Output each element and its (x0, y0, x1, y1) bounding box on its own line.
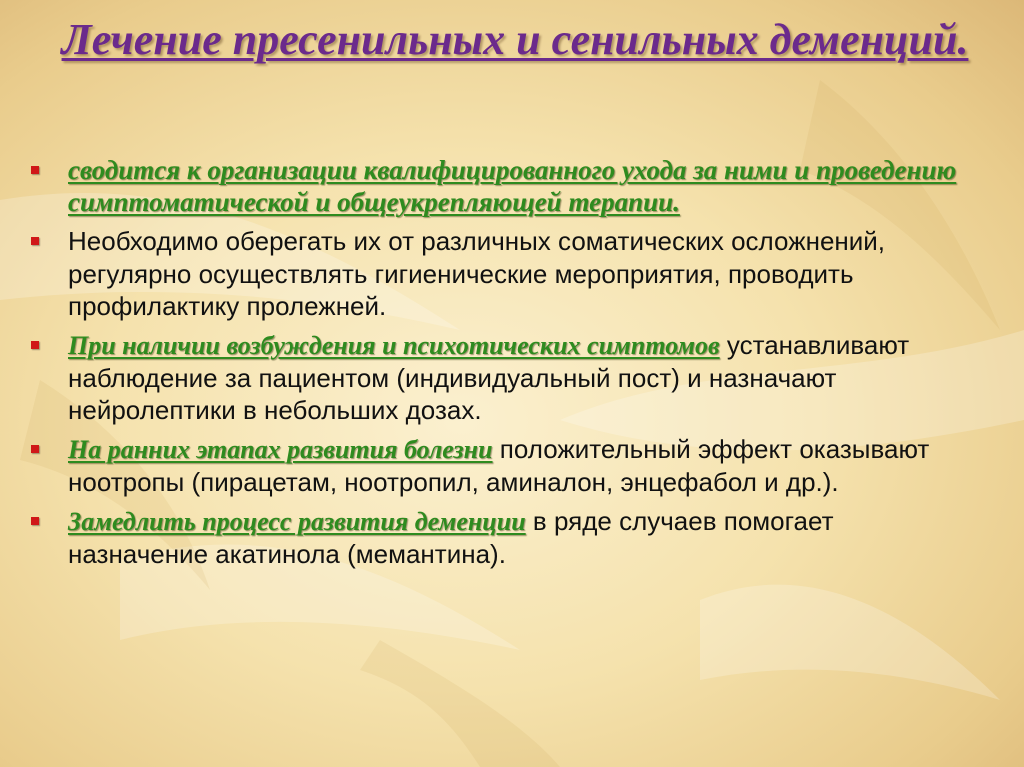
bullet-highlight: При наличии возбуждения и психотических симптомов (68, 331, 720, 360)
bullet-item-care (28, 154, 978, 218)
bullet-highlight: сводится к организации квалифицированного ухода за ними и проведению симптоматической и общеукрепляющей терапии. (68, 155, 957, 217)
slide-title-text: Лечение пресенильных и сенильных деменций. (61, 15, 969, 64)
bullet-list (28, 154, 978, 577)
square-bullet-icon (31, 237, 39, 245)
bullet-text: устанавливают наблюдение за пациентом (индивидуальный пост) и назначают нейролептики в небольших дозах. (68, 330, 910, 425)
bullet-text: Необходимо оберегать их от различных соматических осложнений, регулярно осуществлять гигиенические мероприятия, проводить профилактику пролежней. (68, 226, 886, 321)
square-bullet-icon (31, 166, 39, 174)
bullet-text: в ряде случаев помогает назначение акатинола (мемантина). (68, 506, 834, 569)
bullet-highlight: Замедлить процесс развития деменции (68, 507, 526, 536)
square-bullet-icon (31, 341, 39, 349)
bullet-item-slow-progress (28, 505, 978, 570)
square-bullet-icon (31, 517, 39, 525)
bullet-item-agitation (28, 329, 978, 426)
slide-title (60, 8, 970, 72)
square-bullet-icon (31, 445, 39, 453)
bullet-item-early-stages (28, 433, 978, 498)
bullet-text: положительный эффект оказывают ноотропы (пирацетам, ноотропил, аминалон, энцефабол и др.). (68, 434, 930, 497)
bullet-highlight: На ранних этапах развития болезни (68, 435, 493, 464)
bullet-item-protection (28, 225, 978, 322)
